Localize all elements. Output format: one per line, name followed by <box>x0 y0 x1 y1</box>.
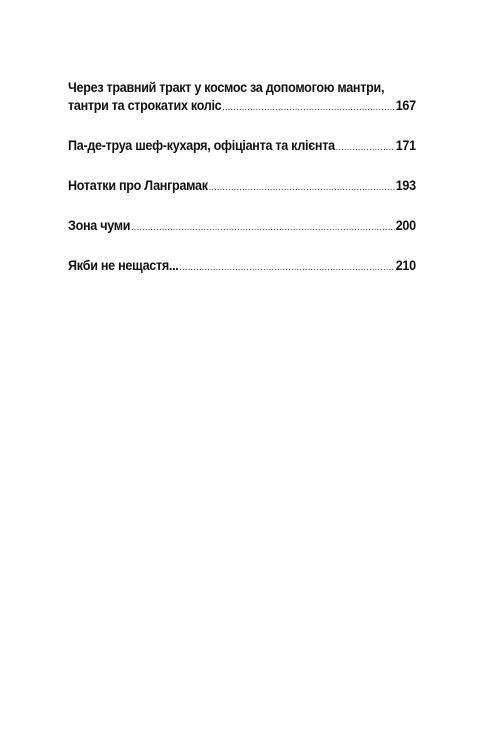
toc-entry-title: тантри та строкатих коліс <box>68 98 222 113</box>
table-of-contents <box>68 79 416 276</box>
toc-entry <box>68 79 416 116</box>
toc-entry <box>68 177 416 196</box>
toc-entry-title: Па-де-труа шеф-кухаря, офіціанта та клієнта <box>68 138 335 153</box>
dot-leader <box>336 138 395 156</box>
toc-entry-page-number: 171 <box>395 138 416 153</box>
toc-entry <box>68 137 416 156</box>
toc-entry-title-line1: Через травний тракт у космос за допомогою мантри, <box>68 80 385 95</box>
toc-entry-title: Нотатки про Ланграмак <box>68 178 208 193</box>
dot-leader <box>131 218 395 236</box>
toc-entry-title: Якби не нещастя... <box>68 258 179 273</box>
toc-entry-title: Зона чуми <box>68 218 131 233</box>
dot-leader <box>179 258 394 276</box>
toc-entry-page-number: 200 <box>395 218 416 233</box>
dot-leader <box>222 98 394 116</box>
toc-entry-page-number: 210 <box>395 258 416 273</box>
toc-entry-page-number: 167 <box>395 98 416 113</box>
dot-leader <box>209 178 395 196</box>
toc-entry <box>68 217 416 236</box>
toc-entry-page-number: 193 <box>395 178 416 193</box>
toc-entry <box>68 257 416 276</box>
